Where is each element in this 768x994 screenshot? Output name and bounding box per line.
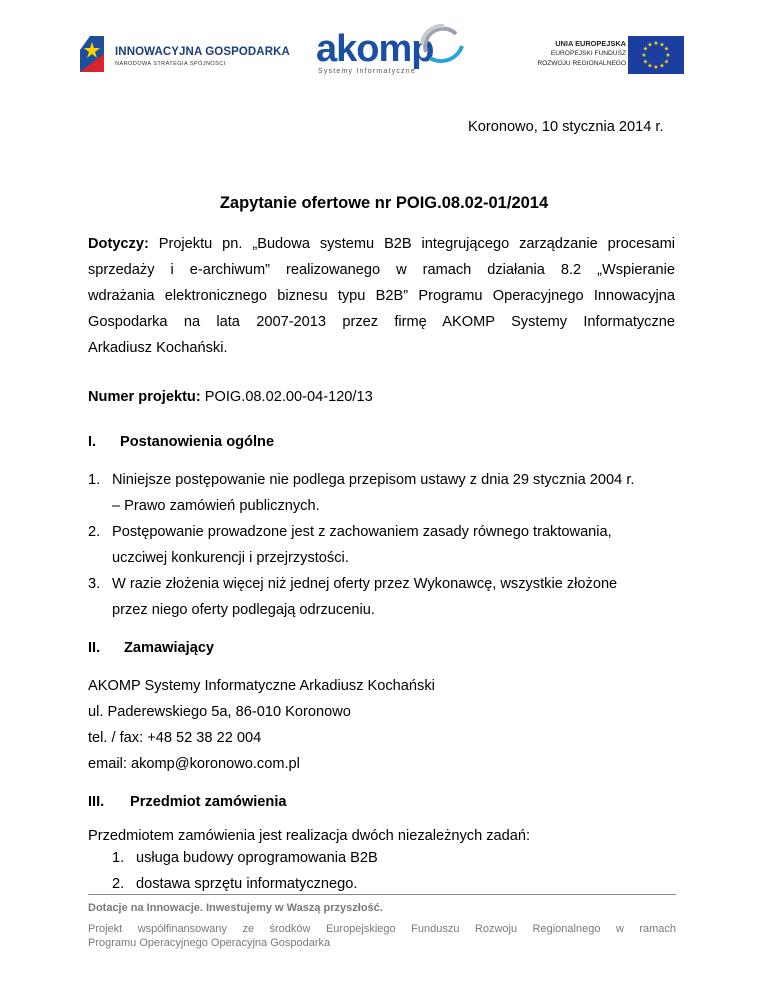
svg-text:★: ★ [659, 41, 665, 49]
svg-text:★: ★ [663, 45, 670, 53]
svg-text:★: ★ [642, 45, 649, 53]
company-address: ul. Paderewskiego 5a, 86-010 Koronowo [88, 704, 351, 720]
ue-logo-line2: EUROPEJSKI FUNDUSZ [550, 50, 626, 57]
general-provisions-list [88, 467, 688, 623]
list-item-continuation: przez niego oferty podlegają odrzuceniu. [112, 602, 375, 618]
company-phone: tel. / fax: +48 52 38 22 004 [88, 730, 262, 746]
ue-logo-line3: ROZWOJU REGIONALNEGO [537, 60, 626, 67]
svg-text:★: ★ [665, 52, 671, 59]
list-item: 1. usługa budowy oprogramowania B2B [112, 850, 378, 866]
list-item: 1. Niniejsze postępowanie nie podlega przepisom ustawy z dnia 29 stycznia 2004 r. [88, 472, 635, 488]
company-name: AKOMP Systemy Informatyczne Arkadiusz Kochański [88, 678, 435, 694]
footer-slogan: Dotacje na Innowacje. Inwestujemy w Waszą przyszłość. [88, 902, 383, 914]
akomp-logo-subtitle: Systemy Informatyczne [318, 68, 416, 75]
tasks-list [112, 845, 378, 897]
svg-text:★: ★ [653, 40, 659, 47]
document-date: Koronowo, 10 stycznia 2014 r. [468, 119, 664, 135]
svg-text:★: ★ [642, 58, 649, 66]
list-item: 2. dostawa sprzętu informatycznego. [112, 876, 358, 892]
section-heading-3: III. Przedmiot zamówienia [88, 794, 287, 810]
list-item-continuation: uczciwej konkurencji i przejrzystości. [112, 550, 349, 566]
subject-paragraph: Dotyczy: Projektu pn. „Budowa systemu B2B integrującego zarządzanie procesami sprzedaży i e-archiwum” realizowanego w ramach działania 8.2 „Wspieranie wdrażania elektronicznego biznesu typu B2B” Programu Operacyjnego Innowacyjna Gospodarka na lata 2007-2013 przez firmę AKOMP Systemy Informatyczne Arkadiusz Kochański. [88, 236, 675, 356]
ig-logo-subtitle: NARODOWA STRATEGIA SPÓJNOŚCI [115, 61, 226, 67]
svg-text:★: ★ [641, 52, 647, 59]
project-number: Numer projektu: POIG.08.02.00-04-120/13 [88, 389, 373, 405]
company-email: email: akomp@koronowo.com.pl [88, 756, 300, 772]
section-heading-1: I. Postanowienia ogólne [88, 434, 275, 450]
ig-logo-title: INNOWACYJNA GOSPODARKA [115, 46, 290, 58]
footer-funding-note: Projekt współfinansowany ze środków Europejskiego Funduszu Rozwoju Regionalnego w ramach Programu Operacyjnego Operacyjna Gospodarka [88, 923, 676, 949]
svg-text:★: ★ [659, 62, 665, 70]
subject-label: Dotyczy: [88, 236, 149, 252]
akomp-swirl-icon [416, 22, 466, 68]
list-item: 3. W razie złożenia więcej niż jednej oferty przez Wykonawcę, wszystkie złożone [88, 576, 618, 592]
eu-flag-icon [628, 36, 684, 74]
svg-text:★: ★ [647, 62, 653, 70]
document-title: Zapytanie ofertowe nr POIG.08.02-01/2014 [219, 194, 549, 212]
subject-intro: Przedmiotem zamówienia jest realizacja dwóch niezależnych zadań: [88, 828, 531, 844]
list-item: 2. Postępowanie prowadzone jest z zachowaniem zasady równego traktowania, [88, 524, 612, 540]
svg-text:★: ★ [653, 64, 659, 71]
akomp-logo-word: akomp [316, 28, 434, 70]
akomp-logo [316, 22, 466, 82]
innowacyjna-gospodarka-logo [80, 32, 290, 78]
footer-divider [88, 894, 676, 895]
list-item-continuation: – Prawo zamówień publicznych. [112, 498, 320, 514]
section-heading-2: II. Zamawiający [88, 640, 215, 656]
svg-text:★: ★ [663, 58, 670, 66]
contracting-party-details [88, 673, 688, 777]
unia-europejska-logo [512, 36, 684, 76]
svg-text:★: ★ [647, 41, 653, 49]
ig-flag-icon [80, 32, 108, 76]
ue-logo-line1: UNIA EUROPEJSKA [555, 39, 626, 48]
